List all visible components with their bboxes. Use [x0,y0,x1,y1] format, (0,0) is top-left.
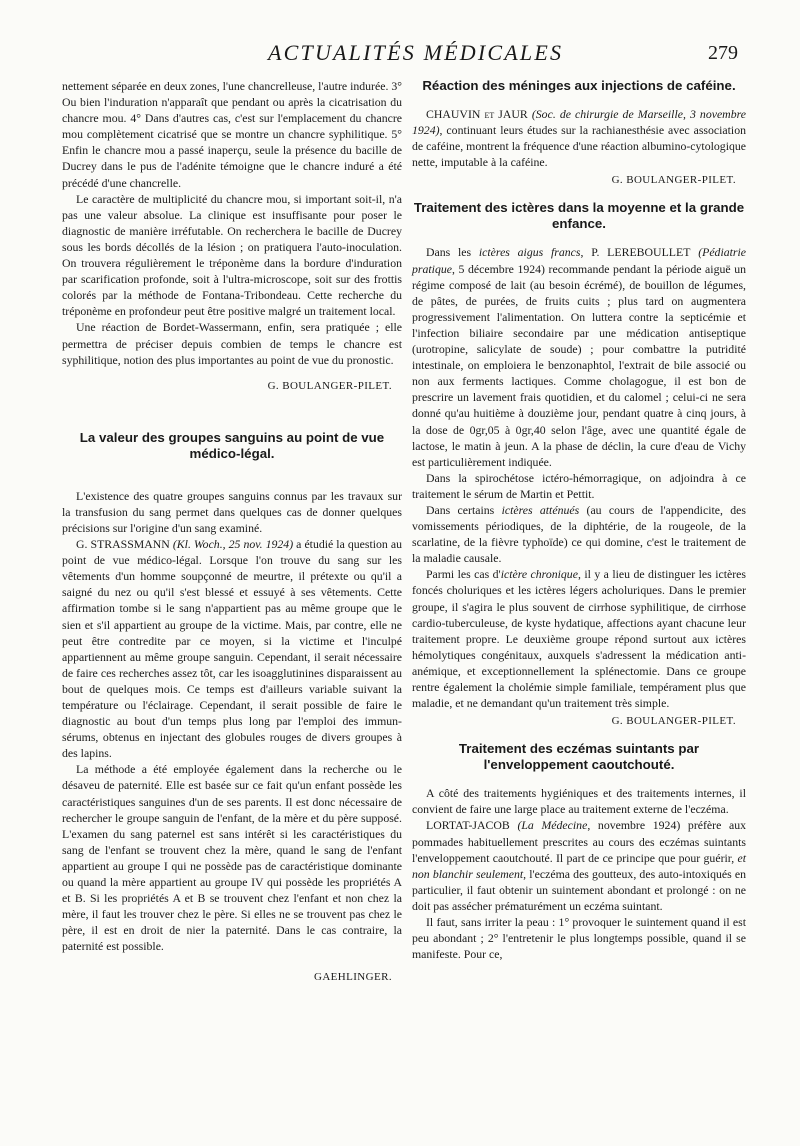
author-name: G. STRASSMANN [76,537,170,552]
author-name: LORTAT-JACOB [426,818,510,833]
emphasis: ictères atténués [501,502,580,517]
page-number: 279 [708,42,738,64]
citation: (Soc. de chirurgie de Marseille, 3 novembre 1924) [412,107,746,138]
article-heading: Traitement des ictères dans la moyenne et la grande enfance. [413,200,745,232]
paragraph-text: , il y a lieu de distinguer les ictères foncés choluriques et les ictères légers acholuriques. Dans le premier groupe, il s'agira le plus souvent de cirrhose syphilitique, de cirrhose cardio-tuberculeuse, de kyste hydatique, affections ayant chacune leur traitement propre. Le deuxième groupe répond surtout aux ictères hémolytiques congénitaux, auxquels s'adressent la médication anti-anémique, et exceptionnellement la splénectomie. Dans ce groupe rentre également la cholémie simple familiale, tempérament plus que maladie, et ne demandant qu'un traitement très simple. [412,567,746,711]
article-heading: Réaction des méninges aux injections de caféine. [422,78,736,93]
right-column [412,78,746,962]
paragraph: Le caractère de multiplicité du chancre mou, si important soit-il, n'a pas une valeur absolue. La clinique est insuffisante pour poser le diagnostic de manière irréfutable. On recherchera le bacille de Ducrey sous les bords décollés de la lésion ; on pratiquera l'auto-inoculation. On trouvera régulièrement le tréponème dans la bordure d'induration par scarification profonde, soit à l'ultra-microscope, soit sur des frottis colorés par la méthode de Fontana-Tribondeau. Cette recherche du tréponème en profondeur peut être positive malgré un traitement local. [62,191,402,319]
paragraph-text: , 5 décembre 1924) recommande pendant la période aiguë un régime composé de lait (au besoin écrémé), de bouillon de légumes, de pâtes, de purées, de fruits cuits ; plus tard on augmentera progressivement l'alimentation. On luttera contre la septicémie et l'infection biliaire secondaire par une médication antiseptique (urotropine, salicylate de soude) ; pour combattre la putridité intestinale, on emploiera le benzonaphtol, l'extrait de bile associé ou non aux ferments lactiques. Comme cholagogue, il est bon de prescrire un lavement frais quotidien, et du calomel ; celui-ci ne sera donné qu'au huitième à douzième jour, pendant quatre à cinq jours, à la dose de 0gr,05 à 0gr,40 selon l'âge, avec une quantité égale de lactose, le matin à jeun. A la phase de déclin, la cure d'eau de Vichy est particulièrement indiquée. [412,261,746,469]
paragraph: A côté des traitements hygiéniques et des traitements internes, il convient de faire une large place au traitement externe de l'eczéma. [412,786,746,817]
paragraph [412,502,746,566]
paragraph: L'existence des quatre groupes sanguins connus par les travaux sur la transfusion du sang permet dans quelques cas de donner quelques précisions sur l'origine d'un sang examiné. [62,488,402,535]
paragraph: Il faut, sans irriter la peau : 1° provoquer le suintement quand il est peu abondant ; 2° l'entretenir le plus longtemps possible, quand il se manifeste. Pour ce, [412,915,746,962]
paragraph [412,566,746,711]
author-name: , P. LEREBOULLET [580,245,691,260]
paragraph-text: Parmi les cas d' [426,567,501,582]
citation: (La Médecine [517,818,588,833]
paragraph-text: , novembre 1924) préfère aux pommades habituellement prescrites au cours des eczémas suintants l'enveloppement caoutchouté. Il part de ce principe que pour guérir, [412,818,746,865]
paragraph-text: a étudié la question au point de vue médico-légal. Lorsque l'on trouve du sang sur les vêtements d'un homme soupçonné de meurtre, il prétexte ou qu'il a saigné du nez ou qu'il s'est blessé et essuyé à ses vêtements. Cette affirmation tombe si le sang n'appartient pas au même groupe que le sien et s'il appartient au groupe de la victime. Mais, par contre, elle ne peut être contredite par ce moyen, si la victime et l'inculpé appartiennent au même groupe sanguin. Cependant, il serait nécessaire de faire ces recherches assez tôt, car les isoagglutinines disparaissent au bout de quelques mois. Ce temps est d'ailleurs variable suivant la température ou l'éclairage. Cependant, il serait possible de faire le diagnostic au bout d'un temps plus long par l'emploi des immun-sérums, obtenus en injectant des globules rouges de divers groupes à des lapins. [62,537,402,761]
author-name: CHAUVIN et JAUR [426,107,528,121]
paragraph [412,817,746,914]
emphasis: et non blanchir seulement [412,850,746,881]
article-heading: La valeur des groupes sanguins au point de vue médico-légal. [79,429,385,461]
paragraph: Une réaction de Bordet-Wassermann, enfin, sera pratiquée ; elle permettra de préciser depuis combien de temps le chancre est syphilitique, notion des plus importantes au point de vue du pronostic. [62,320,402,367]
page-header [0,40,800,72]
emphasis: ictère chronique [500,567,578,582]
article-heading: Traitement des eczémas suintants par l'enveloppement caoutchouté. [458,741,700,773]
paragraph-text: (au cours de l'appendicite, des vomissements périodiques, de la diphtérie, de la rougeole, de la scarlatine, de la fièvre typhoïde) ce qui domine, c'est le traitement de la maladie causale. [412,502,746,566]
citation: (Kl. Woch., 25 nov. 1924) [172,537,294,552]
author-signature: G. BOULANGER-PILET. [267,379,392,392]
paragraph-text: , continuant leurs études sur la rachianesthésie avec association de caféine, montrent la fréquence d'une réaction albumino-cytologique nette, imputable à la caféine. [412,123,746,170]
author-signature: G. BOULANGER-PILET. [611,174,736,187]
paragraph [412,106,746,170]
paragraph-text: Dans certains [426,502,502,517]
running-title: ACTUALITÉS MÉDICALES [268,40,564,65]
author-signature: G. BOULANGER-PILET. [611,715,736,728]
emphasis: ictères aigus francs [478,245,581,260]
paragraph [412,244,746,469]
paragraph: Dans la spirochétose ictéro-hémorragique, on adjoindra à ce traitement le sérum de Martin et Pettit. [412,470,746,501]
paragraph-text: Dans les [426,245,479,260]
citation: (Pédiatrie pratique [412,245,747,276]
author-signature: GAEHLINGER. [313,970,392,983]
left-column [62,78,402,985]
paragraph-text: , l'eczéma des goutteux, des auto-intoxiqués en particulier, il faut obtenir un suintement abondant et prolongé : on ne doit pas assécher prématurément un eczéma suintant. [412,866,746,913]
paragraph: La méthode a été employée également dans la recherche ou le désaveu de paternité. Elle est basée sur ce fait qu'un enfant possède les caractéristiques sanguines d'un de ses parents. Il est donc nécessaire de rechercher le groupe sanguin de l'enfant, de la mère et du père supposé. L'examen du sang paternel est sans intérêt si les caractéristiques du sang de l'enfant se trouvent chez la mère, quand le sang de l'enfant appartient au groupe I qui ne possède pas de caractéristique dominante ou quand la mère appartient au groupe IV qui possède les propriétés A et B. Si les propriétés A et B se trouvent chez l'enfant et non chez la mère, il faut les trouver chez le père. Si elles ne se trouvent pas chez le père, il est en droit de nier la paternité. Dans le cas contraire, la paternité est possible. [62,762,402,954]
paragraph [62,536,402,761]
paragraph: nettement séparée en deux zones, l'une chancrelleuse, l'autre indurée. 3° Ou bien l'induration n'apparaît que pendant ou après la cicatrisation du chancre mou. 4° Dans d'autres cas, c'est sur l'emplacement du chancre mou complètement cicatrisé que se montre un chancre syphilitique. 5° Enfin le chancre mou a passé inaperçu, seule la présence du bacille de Ducrey dans le pus de l'adénite témoigne que le chancre induré a été précédé d'une chancrelle. [62,79,402,190]
